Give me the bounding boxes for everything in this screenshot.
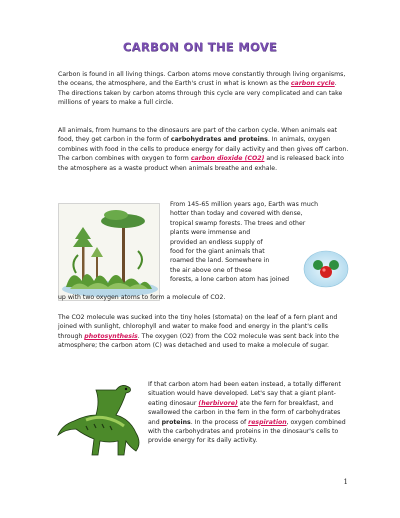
photosynthesis-paragraph [58,313,350,351]
text-line: provided an endless supply of [170,238,263,246]
text-run: , oxygen combined with the carbohydrates and proteins in the dinosaur's cells to provide energy for its daily activity. [148,418,346,445]
sauropod-dinosaur-illustration [56,380,148,464]
text-run: . In animals, oxygen combines with food in the cells to produce energy for daily activity and then gives off carbon. The carbon combines with oxygen to form [58,136,349,163]
text-run: . In the process of [190,418,249,426]
text-line: plants were immense and [170,229,251,237]
term-carbon-dioxide: carbon dioxide (CO2) [190,155,265,163]
text-line: the air above one of these [170,266,252,274]
text-run: ate the fern for breakfast, and swallowed the carbon in the fern in the form of carbohydrates and [148,399,341,426]
term-herbivore: (herbivore) [198,399,238,407]
text-run: . The oxygen (O2) from the CO2 molecule was sent back into the atmosphere; the carbon atom (C) was detached and used to make a molecule of sugar. [58,332,340,350]
text-run: If that carbon atom had been eaten instead, a totally different situation would have developed. Let's say that a giant plant-eating dinosaur [148,381,341,407]
page-number: 1 [343,478,348,486]
bold-proteins: proteins [161,418,191,426]
swamp-forest-illustration [58,203,160,301]
text-run: The CO2 molecule was sucked into the tiny holes (stomata) on the leaf of a fern plant and joined with sunlight, chlorophyll and water to make food and energy in the plant's cells through [58,314,338,340]
page-title: CARBON ON THE MOVE [122,40,278,54]
text-run: Carbon is found in all living things. Carbon atoms move constantly through living organisms, the oceans, the atmosphere, and the Earth's crust in what is known as the [58,71,346,88]
text-line: roamed the land. Somewhere in [170,257,270,265]
text-line: forests, a lone carbon atom has joined [170,276,290,284]
bold-carbohydrates-proteins: carbohydrates and proteins [170,136,268,144]
forest-paragraph [170,200,355,285]
term-photosynthesis: photosynthesis [84,332,138,340]
text-run: All animals, from humans to the dinosaurs are part of the carbon cycle. When animals eat food, they get carbon in the form of [58,127,338,144]
respiration-paragraph [148,380,353,446]
animals-paragraph [58,126,350,173]
text-run: and is released back into the atmosphere as a waste product when animals breathe and exhale. [58,155,344,172]
text-line: tropical swamp forests. The trees and other [170,219,306,227]
text-line: From 145-65 million years ago, Earth was much [170,201,319,208]
intro-paragraph [58,70,350,108]
forest-paragraph-end: up with two oxygen atoms to form a molecule of CO2. [58,294,226,301]
text-line: hotter than today and covered with dense, [170,210,303,218]
term-carbon-cycle: carbon cycle [290,80,335,88]
term-respiration: respiration [248,418,287,426]
text-line: food for the giant animals that [170,248,265,256]
text-run: . The directions taken by carbon atoms through this cycle are very complicated and can take millions of years to make a full circle. [58,80,343,107]
